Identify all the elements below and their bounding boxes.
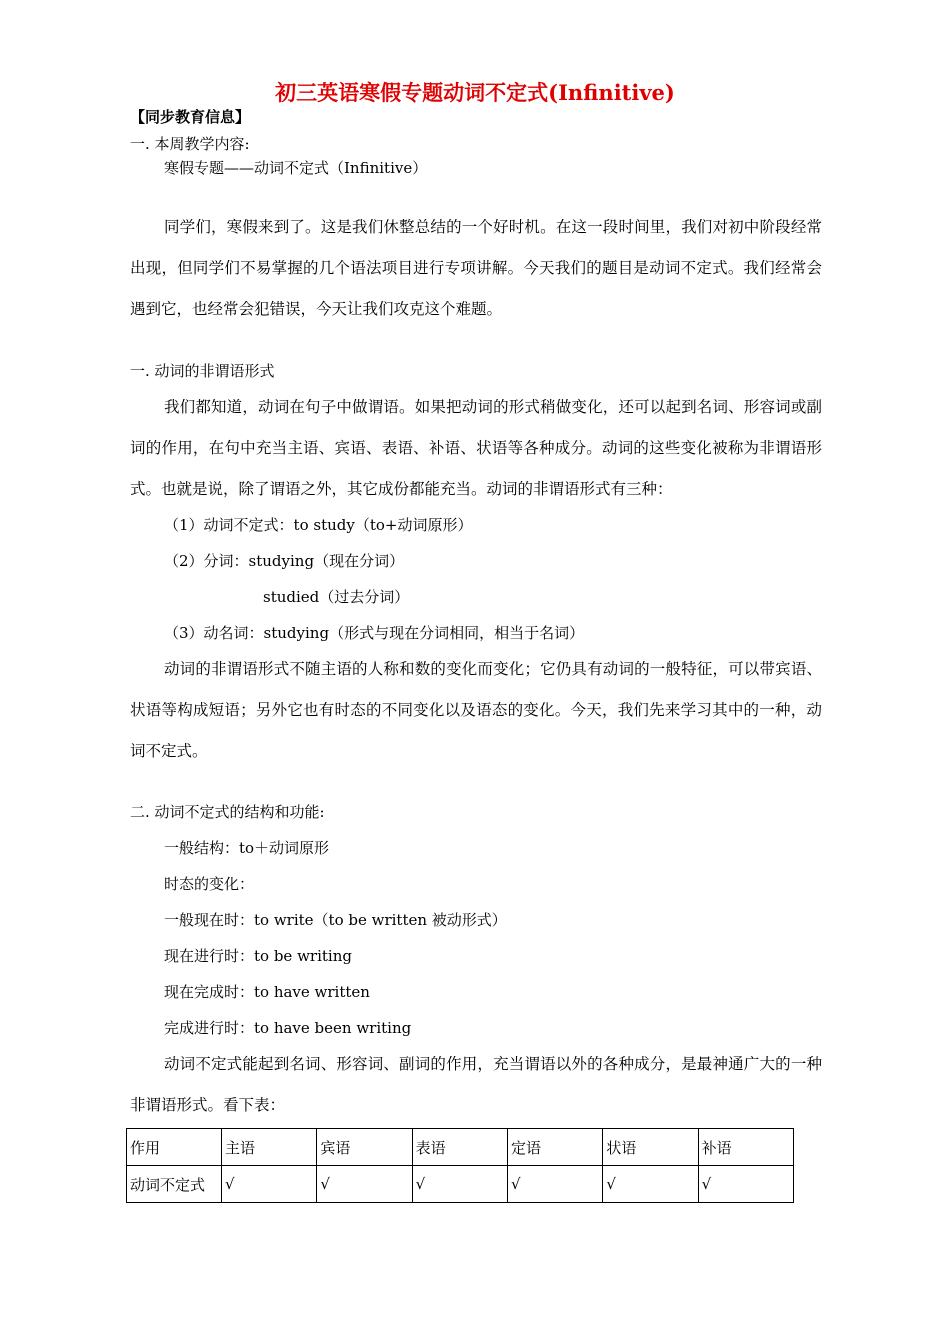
nonfinite-item-gerund: （3）动名词：studying（形式与现在分词相同，相当于名词） — [164, 624, 585, 642]
document-title: 初三英语寒假专题动词不定式(Infinitive) — [275, 80, 675, 105]
intro-paragraph: 同学们，寒假来到了。这是我们休整总结的一个好时机。在这一段时间里，我们对初中阶段经常出现，但同学们不易掌握的几个语法项目进行专项讲解。今天我们的题目是动词不定式。我们经常会遇到它，也经常会犯错误，今天让我们攻克这个难题。 — [130, 218, 822, 318]
intro-heading: 一. 本周教学内容: — [130, 135, 250, 153]
tense-present-perfect: 现在完成时：to have written — [164, 983, 370, 1001]
tense-perfect-progressive: 完成进行时：to have been writing — [164, 1019, 412, 1037]
header-tag: 【同步教育信息】 — [130, 108, 251, 126]
table-cell: √ — [698, 1166, 793, 1203]
tense-label: 时态的变化： — [164, 875, 255, 893]
section1-paragraph: 我们都知道，动词在句子中做谓语。如果把动词的形式稍做变化，还可以起到名词、形容词或副词的作用，在句中充当主语、宾语、表语、补语、状语等各种成分。动词的这些变化被称为非谓语形式。也就是说，除了谓语之外，其它成份都能充当。动词的非谓语形式有三种： — [130, 398, 822, 498]
nonfinite-item-infinitive: （1）动词不定式：to study（to+动词原形） — [164, 516, 473, 534]
table-header-cell: 宾语 — [317, 1129, 412, 1166]
table-header-cell: 补语 — [698, 1129, 793, 1166]
table-header-cell: 主语 — [222, 1129, 317, 1166]
nonfinite-item-participle: （2）分词：studying（现在分词） — [164, 552, 405, 570]
table-cell: √ — [603, 1166, 698, 1203]
section1-heading: 一. 动词的非谓语形式 — [130, 362, 275, 380]
intro-topic: 寒假专题——动词不定式（Infinitive） — [164, 159, 428, 177]
table-header-cell: 定语 — [507, 1129, 602, 1166]
section2-paragraph: 动词不定式能起到名词、形容词、副词的作用，充当谓语以外的各种成分，是最神通广大的一种非谓语形式。看下表： — [130, 1055, 822, 1114]
table-header-cell: 状语 — [603, 1129, 698, 1166]
section1-paragraph2: 动词的非谓语形式不随主语的人称和数的变化而变化；它仍具有动词的一般特征，可以带宾语、状语等构成短语；另外它也有时态的不同变化以及语态的变化。今天，我们先来学习其中的一种，动词不定式。 — [130, 660, 822, 760]
table-header-row — [127, 1129, 794, 1166]
table-cell: √ — [317, 1166, 412, 1203]
table-cell: √ — [222, 1166, 317, 1203]
tense-present-progressive: 现在进行时：to be writing — [164, 947, 352, 965]
table-row — [127, 1166, 794, 1203]
general-structure: 一般结构：to＋动词原形 — [164, 839, 330, 857]
table-header-cell: 表语 — [412, 1129, 507, 1166]
table-cell: √ — [507, 1166, 602, 1203]
table-cell: 动词不定式 — [127, 1166, 222, 1203]
nonfinite-item-past-participle: studied（过去分词） — [263, 588, 410, 606]
tense-simple-present: 一般现在时：to write（to be written 被动形式） — [164, 911, 507, 929]
table-header-cell: 作用 — [127, 1129, 222, 1166]
table-cell: √ — [412, 1166, 507, 1203]
section2-heading: 二. 动词不定式的结构和功能: — [130, 803, 325, 821]
function-table — [126, 1128, 794, 1203]
